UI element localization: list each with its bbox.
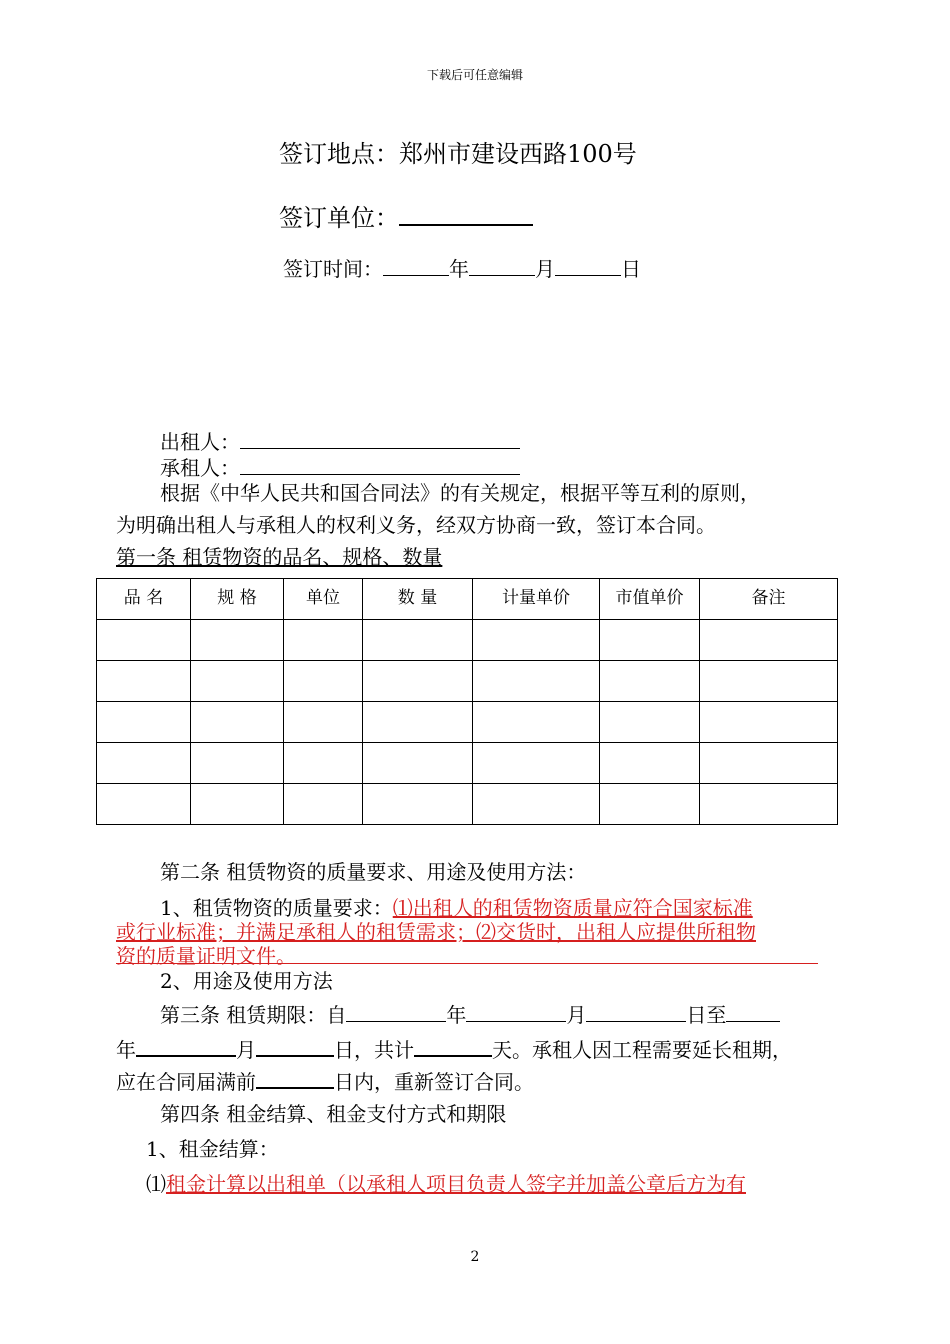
- table-cell[interactable]: [700, 784, 838, 825]
- table-cell[interactable]: [191, 702, 284, 743]
- col-header-unit-price: 计量单价: [473, 579, 600, 620]
- table-cell[interactable]: [97, 620, 191, 661]
- table-cell[interactable]: [191, 661, 284, 702]
- table-cell[interactable]: [700, 743, 838, 784]
- red-underline: [116, 963, 818, 964]
- article3-lead: 第三条 租赁期限：自: [160, 1003, 347, 1027]
- table-cell[interactable]: [284, 620, 363, 661]
- sign-unit: [279, 198, 533, 233]
- lessor-line: [160, 428, 520, 455]
- article3-month2: 月: [236, 1038, 256, 1062]
- col-header-name: 品 名: [97, 579, 191, 620]
- article3-line-2: [116, 1035, 792, 1063]
- intro-line-2: 为明确出租人与承租人的权利义务，经双方协商一致，签订本合同。: [116, 513, 716, 537]
- article3-year2: 年: [116, 1038, 136, 1062]
- col-header-remarks: 备注: [700, 579, 838, 620]
- table-cell[interactable]: [600, 620, 700, 661]
- table-cell[interactable]: [191, 784, 284, 825]
- article3-line-3: [116, 1067, 534, 1095]
- start-month-blank[interactable]: [466, 1001, 566, 1022]
- renew-days-blank[interactable]: [256, 1067, 334, 1089]
- quality-requirement-2: 或行业标准；并满足承租人的租赁需求；⑵交货时，出租人应提供所租物: [116, 920, 756, 944]
- sign-place: 签订地点：郑州市建设西路100号: [279, 140, 637, 168]
- sign-time-label: 签订时间：: [283, 257, 383, 281]
- table-cell[interactable]: [363, 784, 473, 825]
- total-days-blank[interactable]: [414, 1035, 492, 1057]
- table-cell[interactable]: [284, 702, 363, 743]
- sign-unit-blank[interactable]: [399, 200, 533, 226]
- article1-title: 第一条 租赁物资的品名、规格、数量: [116, 545, 443, 569]
- page-number: 2: [470, 1249, 480, 1265]
- rent-item-1: [146, 1171, 746, 1197]
- sign-unit-label: 签订单位：: [279, 204, 399, 232]
- col-header-market-price: 市值单价: [600, 579, 700, 620]
- rent-settlement-label: 1、租金结算：: [146, 1137, 279, 1161]
- table-row: [97, 620, 838, 661]
- col-header-unit: 单位: [284, 579, 363, 620]
- quality-requirement-1: ⑴出租人的租赁物资质量应符合国家标准: [392, 896, 753, 920]
- table-cell[interactable]: [700, 620, 838, 661]
- article3-day-to: 日至: [686, 1003, 727, 1027]
- table-cell[interactable]: [284, 661, 363, 702]
- rent-item-prefix: ⑴: [146, 1172, 166, 1196]
- sign-month-label: 月: [535, 257, 555, 281]
- table-cell[interactable]: [284, 784, 363, 825]
- end-month-blank[interactable]: [136, 1035, 236, 1057]
- table-cell[interactable]: [97, 702, 191, 743]
- table-cell[interactable]: [700, 702, 838, 743]
- end-day-blank[interactable]: [256, 1035, 334, 1057]
- table-row: [97, 743, 838, 784]
- quality-line-1: [160, 895, 753, 921]
- table-cell[interactable]: [363, 702, 473, 743]
- table-cell[interactable]: [600, 784, 700, 825]
- start-day-blank[interactable]: [586, 1001, 686, 1022]
- table-cell[interactable]: [473, 784, 600, 825]
- table-cell[interactable]: [97, 743, 191, 784]
- rental-items-table: [96, 578, 838, 825]
- sign-year-label: 年: [449, 257, 469, 281]
- sign-time: [283, 253, 641, 282]
- article4-title: 第四条 租金结算、租金支付方式和期限: [160, 1102, 507, 1126]
- table-cell[interactable]: [600, 661, 700, 702]
- table-cell[interactable]: [700, 661, 838, 702]
- end-year-blank[interactable]: [726, 1001, 780, 1022]
- lessor-label: 出租人：: [160, 430, 240, 454]
- article3-month: 月: [566, 1003, 587, 1027]
- lessor-blank[interactable]: [240, 428, 520, 449]
- table-cell[interactable]: [600, 743, 700, 784]
- header-note: 下载后可任意编辑: [426, 68, 523, 82]
- article3-days-tail: 天。承租人因工程需要延长租期，: [492, 1038, 792, 1062]
- table-cell[interactable]: [473, 620, 600, 661]
- table-row: [97, 702, 838, 743]
- table-cell[interactable]: [284, 743, 363, 784]
- table-cell[interactable]: [97, 784, 191, 825]
- table-cell[interactable]: [191, 743, 284, 784]
- intro-line-1: 根据《中华人民共和国合同法》的有关规定，根据平等互利的原则，: [160, 481, 760, 505]
- quality-label: 1、租赁物资的质量要求：: [160, 896, 393, 920]
- lessee-line: [160, 454, 520, 481]
- col-header-quantity: 数 量: [363, 579, 473, 620]
- quality-requirement-3: 资的质量证明文件。: [116, 944, 296, 968]
- article3-year: 年: [446, 1003, 467, 1027]
- article3-total: 日，共计: [334, 1038, 414, 1062]
- table-cell[interactable]: [97, 661, 191, 702]
- table-cell[interactable]: [363, 661, 473, 702]
- sign-day-label: 日: [621, 257, 641, 281]
- col-header-spec: 规 格: [191, 579, 284, 620]
- table-cell[interactable]: [473, 661, 600, 702]
- lessee-blank[interactable]: [240, 454, 520, 475]
- sign-month-blank[interactable]: [469, 255, 535, 276]
- article3-line3-tail: 日内，重新签订合同。: [334, 1070, 534, 1094]
- usage-label: 2、用途及使用方法: [160, 969, 333, 993]
- article3-line-1: [160, 1001, 780, 1028]
- table-cell[interactable]: [363, 620, 473, 661]
- table-cell[interactable]: [191, 620, 284, 661]
- sign-day-blank[interactable]: [555, 255, 621, 276]
- table-cell[interactable]: [600, 702, 700, 743]
- table-header-row: [97, 579, 838, 620]
- start-year-blank[interactable]: [346, 1001, 446, 1022]
- table-row: [97, 661, 838, 702]
- table-cell[interactable]: [363, 743, 473, 784]
- table-cell[interactable]: [473, 743, 600, 784]
- lessee-label: 承租人：: [160, 456, 240, 480]
- article2-title: 第二条 租赁物资的质量要求、用途及使用方法：: [160, 860, 587, 884]
- table-row: [97, 784, 838, 825]
- article3-line3-lead: 应在合同届满前: [116, 1070, 256, 1094]
- rent-item-text: 租金计算以出租单（以承租人项目负责人签字并加盖公章后方为有: [166, 1172, 746, 1196]
- table-cell[interactable]: [473, 702, 600, 743]
- sign-year-blank[interactable]: [383, 255, 449, 276]
